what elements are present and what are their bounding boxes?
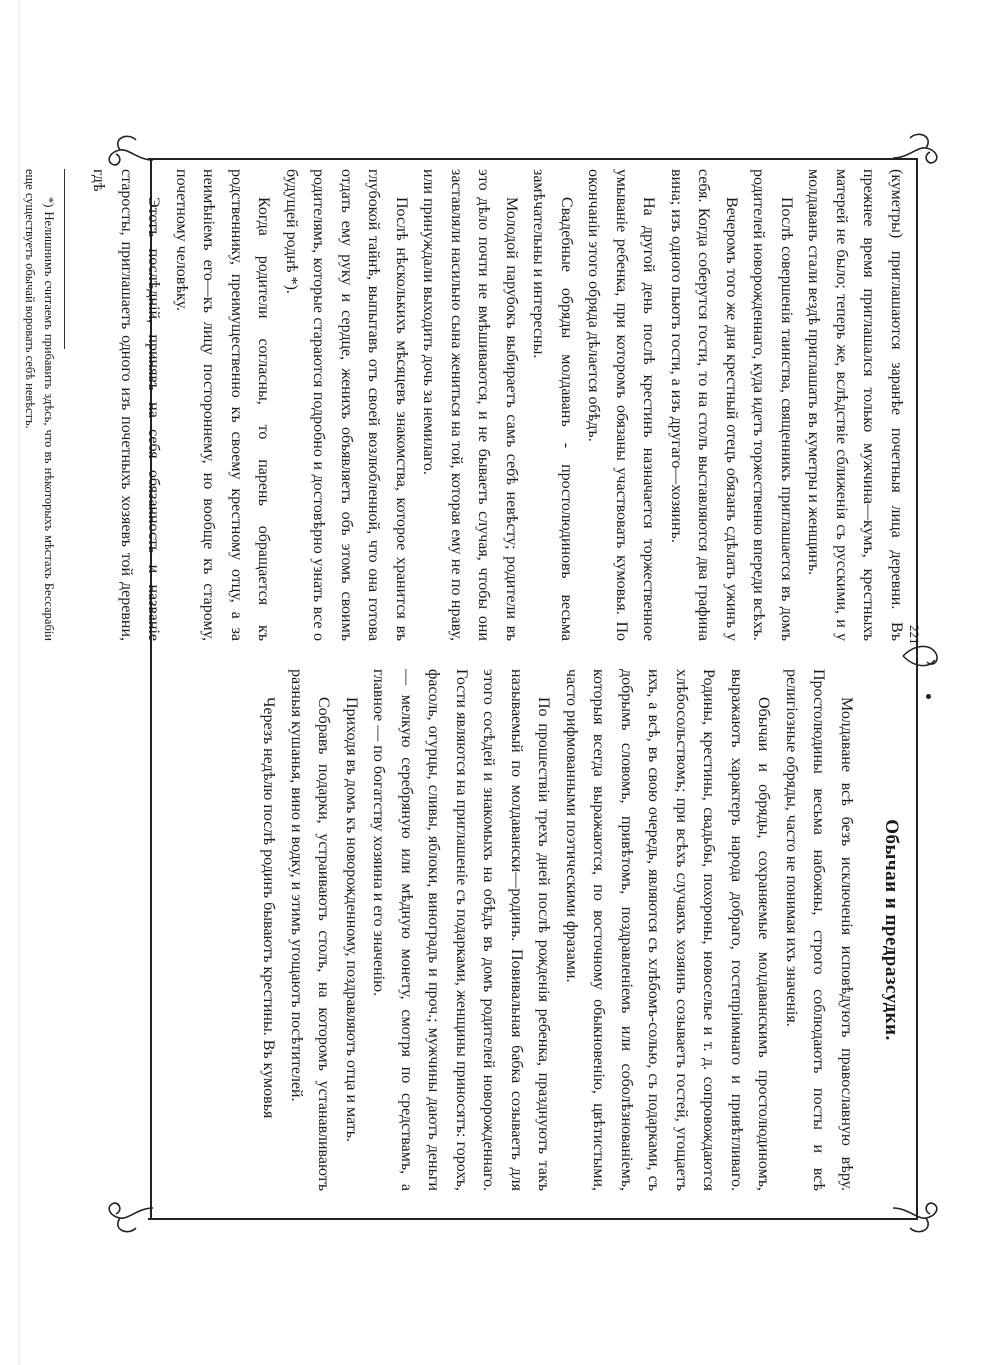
- paragraph: Молдаване всѣ безъ исключенія исповѣдуютъ православную вѣру. Простолюдины весьма набожны, строго соблюдаютъ посты и всѣ религіозные обряды, часто не понимая ихъ значенія.: [783, 669, 855, 1191]
- paragraph: По прошествіи трехъ дней послѣ рожденія ребенка, празднуютъ такъ называемый по молдавански—родинъ. Повивальная бабка созываетъ для этого сосѣдей и знакомыхъ на обѣдъ въ домъ родителей новорожденнаго. Гости являются на приглашеніе съ подарками, женщины приносятъ: горохъ, фасоль, огурцы, сливы, яблоки, виноградъ и проч.; мужчины даютъ деньги — мелкую серебряную или мѣдную монету, смотря по средствамъ, а главное — по богатству хозяина и его значенію.: [370, 669, 553, 1191]
- paragraph: На другой день послѣ крестинъ назначается торжественное умываніе ребенка, при которомъ обязаны участвовать кумовья. По окончаніи этого обряда дѣлается обѣдъ.: [585, 169, 658, 641]
- ornament-corner-bottom-left: [98, 1200, 158, 1240]
- paragraph: Этотъ послѣдній, принявъ на себя обязанность и названіе старосты, приглашаетъ одного изъ почетныхъ хозяевъ той деревни, гдѣ: [90, 169, 163, 641]
- paragraph: Вечеромъ того же дня крестный отецъ обязанъ сдѣлать ужинъ у себя. Когда соберутся гости, то на столъ выставляются два графина вина; изъ одного пьютъ гости, а изъ другаго—хозяинъ.: [668, 169, 740, 641]
- paragraph: Послѣ нѣсколькихъ мѣсяцевъ знакомства, которое хранится въ глубокой тайнѣ, выпытавъ отъ своей возлюбленной, что она готова отдать ему руку и сердце, женихъ объявляетъ объ этомъ своимъ родителямъ, которые стараются подробно и достовѣрно узнать все о будущей роднѣ *).: [283, 169, 410, 641]
- ornament-corner-top-right: [888, 126, 948, 166]
- paragraph: Черезъ недѣлю послѣ родинъ бываютъ крестины. Въ кумовья: [260, 697, 278, 1119]
- frame-right-rule: [916, 158, 918, 1220]
- paragraph: Обычаи и обряды, сохраняемые молдаванскимъ простолюдиномъ, выражаютъ характеръ народа добраго, гостепріимнаго и привѣтливаго. Родины, крестины, свадьбы, похороны, новоселье и т. д. сопровождаются хлѣбосольствомъ; при всѣхъ случаяхъ хозяинъ созываетъ гостей, угощаетъ ихъ, а всѣ, въ свою очередь, являются съ хлѣбомъ-солью, съ подарками, съ добрымъ словомъ, привѣтомъ, поздравленіемъ или соболѣзнованіемъ, которыя всегда выражаются, по восточному обыкновенію, цвѣтистыми, часто рифмованными поэтическими фразами.: [563, 669, 773, 1191]
- paragraph: Молодой парубокъ выбираетъ самъ себѣ невѣсту; родители въ это дѣло почти не вмѣшиваются, и не бываетъ случая, чтобы они заставляли насильно сына жениться на той, которая ему не по нраву, или принуждали выходить дочь за немилаго.: [420, 169, 520, 641]
- frame-top-rule: [148, 158, 918, 160]
- paragraph: Собравъ подарки, устраиваютъ столъ, на которомъ устанавливаютъ разныя кушанья, вино и водку, и этимъ угощаютъ посѣтителей.: [288, 669, 333, 1191]
- text-block-continuation: [23, 165, 910, 645]
- text-block-section: [175, 665, 910, 1195]
- frame-bottom-rule: [148, 1218, 918, 1220]
- footnote-rule: [64, 169, 65, 349]
- ornament-corner-top-left: [98, 128, 158, 168]
- paragraph: Послѣ совершенія таинства, священникъ приглашается въ домъ родителей новорожденнаго, куда идетъ торжественно впереди всѣхъ.: [750, 169, 795, 641]
- paragraph: Когда родители согласны, то парень обращается къ родственнику, преимущественно къ своему крестному отцу, а за неимѣніемъ его—къ лицу постороннему, но вообще къ старому, почетному человѣку.: [173, 169, 273, 641]
- page-number-dot: [926, 694, 931, 699]
- paragraph: Свадебные обряды молдаванъ - простолюдиновъ весьма замѣчательны и интересны.: [530, 169, 575, 641]
- paragraph: (куметры) приглашаются заранѣе почетныя лица деревни. Въ прежнее время приглашался только мужчина—кумъ, крестныхъ матерей не было; теперь же, вслѣдствіе сближенія съ русскими, и у молдаванъ стали вездѣ приглашать въ куметры и женщинъ.: [805, 169, 905, 641]
- paragraph: Приходя въ домъ къ новорожденному, поздравляютъ отца и мать.: [343, 697, 360, 1143]
- page-number: 221: [907, 625, 922, 645]
- footnote: *) Нелишнимъ считаемъ прибавить здѣсь, что въ нѣкоторыхъ мѣстахъ Бессарабіи еще существуетъ обычай воровать себѣ невѣстъ.: [23, 169, 56, 641]
- section-title: Обычаи и предразсудки.: [881, 819, 902, 1041]
- rotated-page: [23, 165, 910, 1210]
